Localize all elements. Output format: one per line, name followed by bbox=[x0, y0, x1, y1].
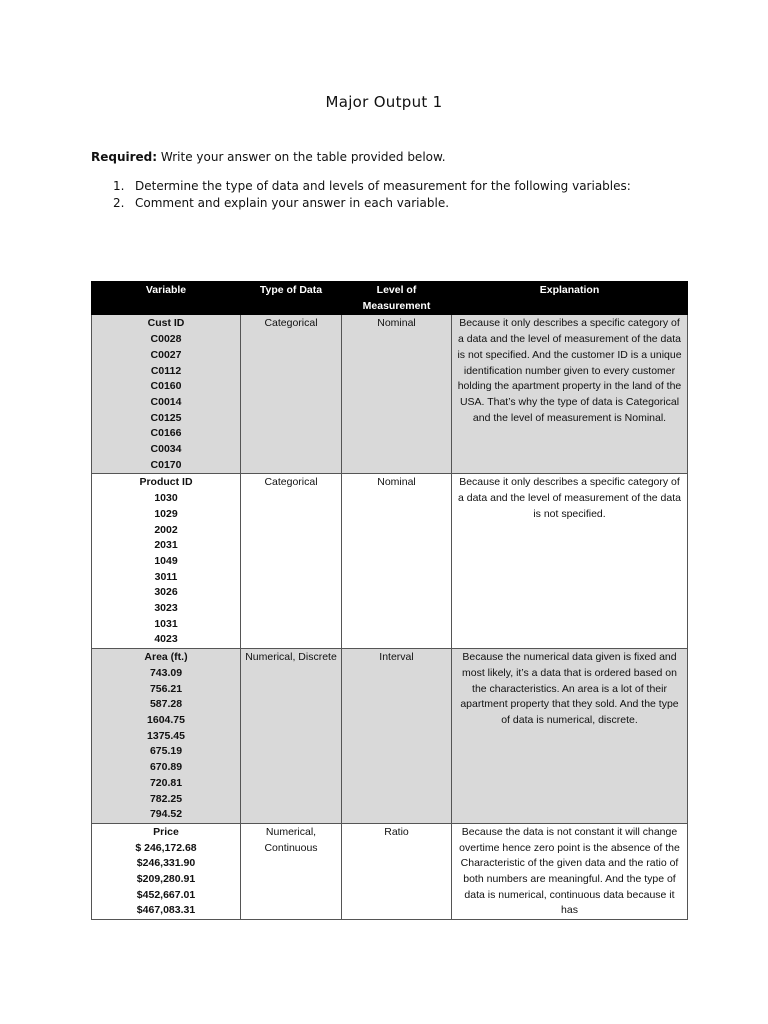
explanation-cell: Because it only describes a specific category of a data and the level of measurement of the data is not specified. bbox=[452, 474, 688, 649]
list-item-number: 2. bbox=[113, 196, 125, 210]
explanation-cell: Because the data is not constant it will change overtime hence zero point is the absence of the Characteristic of the given data and the ratio of both numbers are meaningful. And the type of data is numerical, continuous data because it has bbox=[452, 823, 688, 919]
variable-value: 3023 bbox=[154, 602, 178, 615]
page-title: Major Output 1 bbox=[325, 93, 443, 111]
variable-value: 670.89 bbox=[149, 761, 183, 774]
table-body bbox=[92, 315, 688, 920]
level-of-measurement-cell: Interval bbox=[342, 649, 452, 824]
table-row bbox=[92, 315, 688, 474]
variable-value: 720.81 bbox=[149, 776, 183, 789]
instruction-list bbox=[113, 178, 631, 212]
variable-name: Area (ft.) bbox=[144, 651, 188, 664]
variable-value: $452,667.01 bbox=[136, 888, 196, 901]
variable-value: $467,083.31 bbox=[136, 904, 196, 917]
variable-cell bbox=[92, 315, 241, 474]
table-header-row bbox=[92, 282, 688, 315]
variable-value: 675.19 bbox=[149, 745, 183, 758]
level-of-measurement-cell: Ratio bbox=[342, 823, 452, 919]
variable-value: 587.28 bbox=[149, 698, 183, 711]
variable-value: C0125 bbox=[150, 411, 182, 424]
variable-value: 756.21 bbox=[149, 682, 183, 695]
variable-value: 743.09 bbox=[149, 666, 183, 679]
required-text: Write your answer on the table provided below. bbox=[157, 150, 446, 164]
variable-value: $246,331.90 bbox=[136, 857, 196, 870]
level-of-measurement-cell: Nominal bbox=[342, 474, 452, 649]
variable-value: $ 246,172.68 bbox=[135, 841, 197, 854]
required-instruction bbox=[91, 150, 446, 164]
variable-cell bbox=[92, 823, 241, 919]
variable-value: 2031 bbox=[154, 539, 178, 552]
variable-value: 1604.75 bbox=[147, 713, 185, 726]
variable-value: $209,280.91 bbox=[136, 873, 196, 886]
list-item-number: 1. bbox=[113, 179, 125, 193]
table-row bbox=[92, 823, 688, 919]
list-item-text: Comment and explain your answer in each variable. bbox=[135, 196, 450, 210]
variable-value: C0112 bbox=[150, 364, 182, 377]
list-item bbox=[113, 195, 631, 212]
variable-value: C0166 bbox=[150, 427, 182, 440]
variable-name: Product ID bbox=[139, 476, 193, 489]
variable-value: 3026 bbox=[154, 586, 178, 599]
variable-value: 1049 bbox=[154, 554, 178, 567]
explanation-cell: Because it only describes a specific category of a data and the level of measurement of the data is not specified. And the customer ID is a unique identification number given to every customer holding the apartment property in the land of the USA. That’s why the type of data is Categorical and the level of measurement is Nominal. bbox=[452, 315, 688, 474]
variable-value: C0028 bbox=[150, 333, 182, 346]
measurement-table bbox=[91, 281, 688, 920]
list-item bbox=[113, 178, 631, 195]
level-of-measurement-cell: Nominal bbox=[342, 315, 452, 474]
variable-value: 1031 bbox=[154, 617, 178, 630]
required-label: Required: bbox=[91, 150, 158, 164]
variable-value: 782.25 bbox=[149, 792, 183, 805]
variable-name: Cust ID bbox=[147, 317, 185, 330]
variable-value: 794.52 bbox=[149, 808, 183, 821]
type-of-data-cell: Numerical, Continuous bbox=[241, 823, 342, 919]
variable-value: 2002 bbox=[154, 523, 178, 536]
header-variable: Variable bbox=[92, 282, 241, 315]
header-type-of-data: Type of Data bbox=[241, 282, 342, 315]
table-row bbox=[92, 649, 688, 824]
variable-cell bbox=[92, 474, 241, 649]
variable-value: C0160 bbox=[150, 380, 182, 393]
type-of-data-cell: Categorical bbox=[241, 315, 342, 474]
variable-cell bbox=[92, 649, 241, 824]
type-of-data-cell: Categorical bbox=[241, 474, 342, 649]
table-row bbox=[92, 474, 688, 649]
variable-value: C0014 bbox=[150, 395, 182, 408]
variable-value: 1029 bbox=[154, 507, 178, 520]
explanation-cell: Because the numerical data given is fixed and most likely, it’s a data that is ordered based on the characteristics. An area is a lot of their apartment property that they sold. And the type of data is numerical, discrete. bbox=[452, 649, 688, 824]
variable-value: 4023 bbox=[154, 633, 178, 646]
variable-name: Price bbox=[153, 825, 179, 838]
variable-value: 1030 bbox=[154, 492, 178, 505]
header-level-of-measurement: Level of Measurement bbox=[342, 282, 452, 315]
header-explanation: Explanation bbox=[452, 282, 688, 315]
variable-value: C0027 bbox=[150, 348, 182, 361]
variable-value: C0034 bbox=[150, 443, 182, 456]
list-item-text: Determine the type of data and levels of measurement for the following variables: bbox=[135, 179, 631, 193]
variable-value: 3011 bbox=[154, 570, 178, 583]
variable-value: C0170 bbox=[150, 458, 182, 471]
type-of-data-cell: Numerical, Discrete bbox=[241, 649, 342, 824]
variable-value: 1375.45 bbox=[147, 729, 185, 742]
